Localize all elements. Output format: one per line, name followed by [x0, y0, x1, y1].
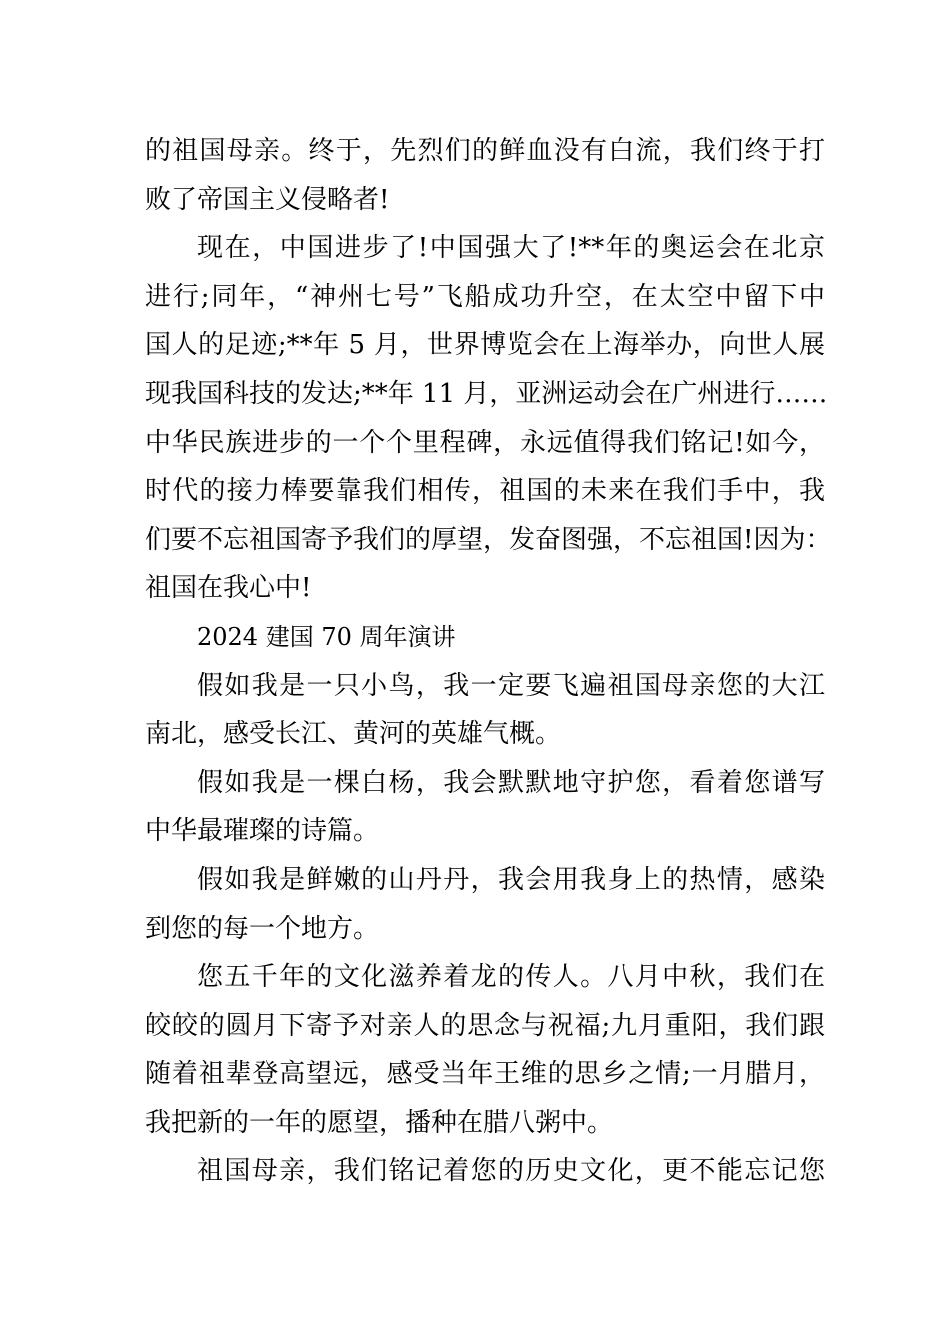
text-line: 们要不忘祖国寄予我们的厚望，发奋图强，不忘祖国!因为：	[145, 524, 832, 555]
text-line: 祖国在我心中!	[145, 573, 312, 604]
text-line: 进行;同年，“神州七号”飞船成功升空，在太空中留下中	[145, 281, 825, 312]
text-line: 时代的接力棒要靠我们相传，祖国的未来在我们手中，我	[145, 476, 825, 507]
text-line: 祖国母亲，我们铭记着您的历史文化，更不能忘记您	[197, 1156, 825, 1187]
text-line: 国人的足迹;**年 5 月，世界博览会在上海举办，向世人展	[145, 330, 825, 361]
text-line: 南北，感受长江、黄河的英雄气概。	[145, 719, 562, 750]
text-line: 假如我是一棵白杨，我会默默地守护您，看着您谱写	[197, 767, 825, 798]
text-line: 中华最璀璨的诗篇。	[145, 816, 380, 847]
text-line: 现在，中国进步了!中国强大了!**年的奥运会在北京	[197, 233, 825, 264]
text-line: 皎皎的圆月下寄予对亲人的思念与祝福;九月重阳，我们跟	[145, 1010, 825, 1041]
text-line: 的祖国母亲。终于，先烈们的鲜血没有白流，我们终于打	[145, 136, 825, 166]
text-line: 中华民族进步的一个个里程碑，永远值得我们铭记!如今，	[145, 427, 825, 458]
section-heading: 2024 建国 70 周年演讲	[197, 622, 456, 651]
text-line: 假如我是一只小鸟，我一定要飞遍祖国母亲您的大江	[197, 670, 825, 701]
text-line: 随着祖辈登高望远，感受当年王维的思乡之情;一月腊月，	[145, 1059, 825, 1090]
text-line: 您五千年的文化滋养着龙的传人。八月中秋，我们在	[197, 962, 825, 993]
text-line: 我把新的一年的愿望，播种在腊八粥中。	[145, 1107, 614, 1138]
text-line: 现我国科技的发达;**年 11 月，亚洲运动会在广州进行……	[145, 378, 828, 409]
text-line: 败了帝国主义侵略者!	[145, 184, 390, 215]
document-body	[145, 127, 832, 1196]
text-line: 假如我是鲜嫩的山丹丹，我会用我身上的热情，感染	[197, 864, 825, 895]
text-line: 到您的每一个地方。	[145, 913, 380, 944]
